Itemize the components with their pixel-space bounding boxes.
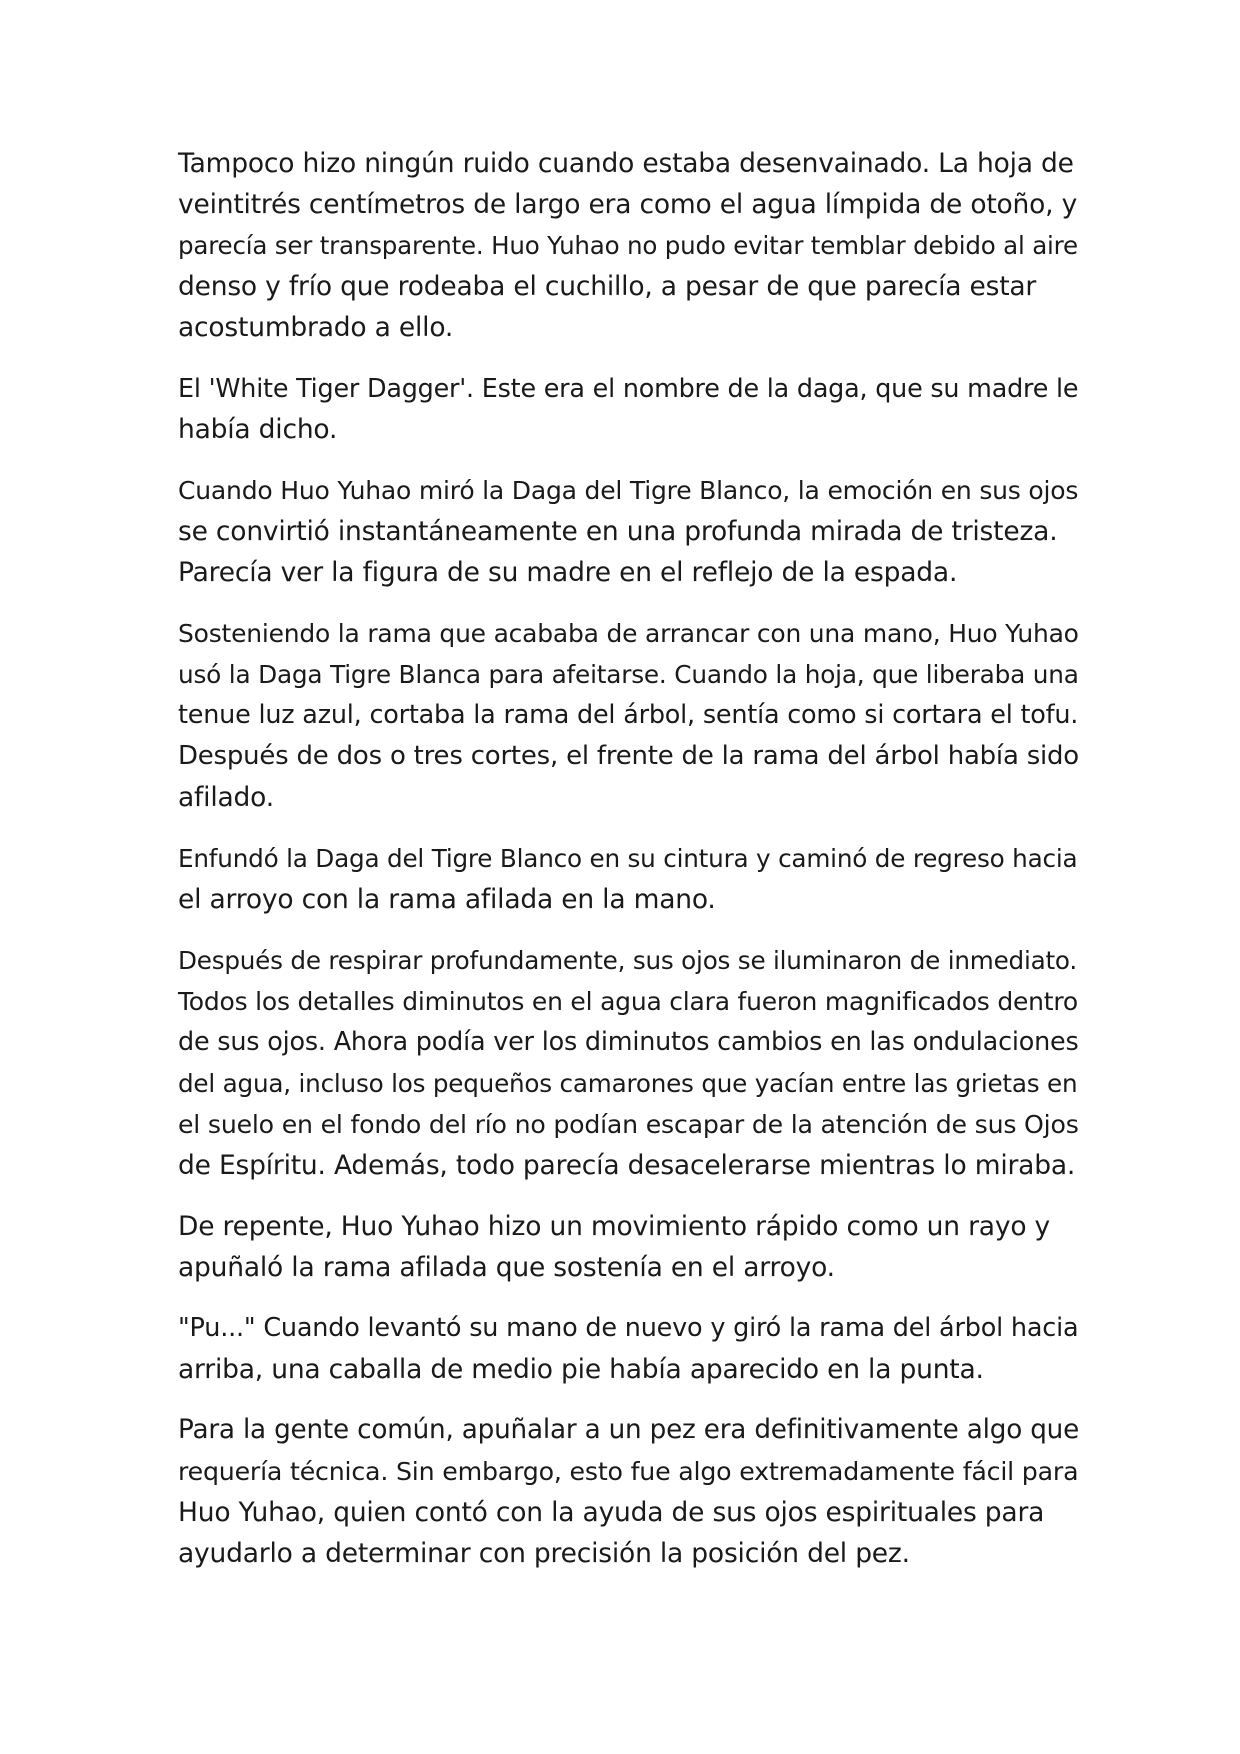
paragraph-8 — [178, 1308, 1083, 1390]
text-line: el suelo en el fondo del río no podían escapar de la atención de sus Ojos — [178, 1110, 1079, 1139]
text-line: afilado. — [178, 782, 274, 813]
text-line: el arroyo con la rama afilada en la mano. — [178, 884, 716, 915]
paragraph-4 — [178, 613, 1083, 818]
text-line: Después de respirar profundamente, sus ojos se iluminaron de inmediato. — [178, 946, 1077, 975]
text-line: Tampoco hizo ningún ruido cuando estaba desenvainado. La hoja de — [178, 148, 1074, 179]
text-line: requería técnica. Sin embargo, esto fue algo extremadamente fácil para — [178, 1457, 1079, 1486]
document-body — [178, 143, 1083, 1594]
paragraph-3 — [178, 470, 1083, 593]
text-line: tenue luz azul, cortaba la rama del árbol, sentía como si cortara el tofu. — [178, 700, 1079, 730]
paragraph-1 — [178, 143, 1083, 348]
text-line: Cuando Huo Yuhao miró la Daga del Tigre Blanco, la emoción en sus ojos — [178, 476, 1079, 505]
paragraph-2 — [178, 368, 1083, 450]
text-line: de Espíritu. Además, todo parecía desacelerarse mientras lo miraba. — [178, 1150, 1076, 1181]
text-line: Huo Yuhao, quien contó con la ayuda de sus ojos espirituales para — [178, 1497, 1045, 1528]
text-line: arriba, una caballa de medio pie había aparecido en la punta. — [178, 1354, 984, 1385]
text-line: veintitrés centímetros de largo era como el agua límpida de otoño, y — [178, 189, 1078, 220]
text-line: Después de dos o tres cortes, el frente de la rama del árbol había sido — [178, 741, 1079, 771]
text-line: "Pu..." Cuando levantó su mano de nuevo y giró la rama del árbol hacia — [178, 1313, 1079, 1343]
text-line: denso y frío que rodeaba el cuchillo, a pesar de que parecía estar — [178, 271, 1037, 302]
paragraph-7 — [178, 1206, 1083, 1288]
text-line: Parecía ver la figura de su madre en el reflejo de la espada. — [178, 557, 958, 588]
text-line: había dicho. — [178, 414, 338, 445]
text-line: Para la gente común, apuñalar a un pez era definitivamente algo que — [178, 1415, 1080, 1445]
text-line: Enfundó la Daga del Tigre Blanco en su cintura y caminó de regreso hacia — [178, 844, 1078, 873]
text-line: se convirtió instantáneamente en una profunda mirada de tristeza. — [178, 516, 1058, 547]
paragraph-9 — [178, 1410, 1083, 1574]
text-line: De repente, Huo Yuhao hizo un movimiento rápido como un rayo y — [178, 1211, 1051, 1242]
text-line: acostumbrado a ello. — [178, 312, 454, 343]
text-line: Sosteniendo la rama que acababa de arrancar con una mano, Huo Yuhao — [178, 619, 1079, 648]
paragraph-5 — [178, 838, 1083, 920]
text-line: de sus ojos. Ahora podía ver los diminutos cambios en las ondulaciones — [178, 1027, 1079, 1057]
paragraph-6 — [178, 940, 1083, 1186]
text-line: Todos los detalles diminutos en el agua clara fueron magnificados dentro — [178, 987, 1078, 1016]
text-line: El 'White Tiger Dagger'. Este era el nombre de la daga, que su madre le — [178, 373, 1079, 403]
text-line: usó la Daga Tigre Blanca para afeitarse. Cuando la hoja, que liberaba una — [178, 660, 1079, 689]
text-line: parecía ser transparente. Huo Yuhao no pudo evitar temblar debido al aire — [178, 231, 1078, 260]
text-line: apuñaló la rama afilada que sostenía en el arroyo. — [178, 1252, 835, 1283]
text-line: ayudarlo a determinar con precisión la posición del pez. — [178, 1538, 910, 1569]
text-line: del agua, incluso los pequeños camarones que yacían entre las grietas en — [178, 1069, 1078, 1098]
